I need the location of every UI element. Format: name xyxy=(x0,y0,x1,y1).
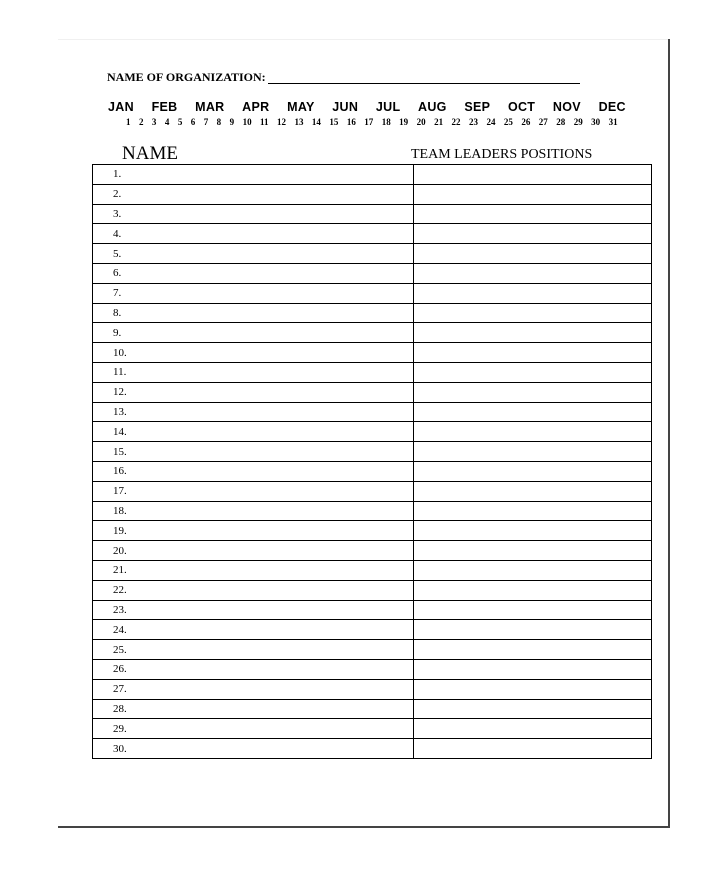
month-dec: DEC xyxy=(598,100,626,114)
name-cell[interactable]: 21. xyxy=(93,560,414,580)
day-25: 25 xyxy=(503,117,513,127)
month-apr: APR xyxy=(242,100,270,114)
table-row xyxy=(93,263,652,283)
position-cell[interactable] xyxy=(414,600,652,620)
table-row xyxy=(93,620,652,640)
table-row xyxy=(93,580,652,600)
name-cell[interactable]: 15. xyxy=(93,442,414,462)
name-cell[interactable]: 3. xyxy=(93,204,414,224)
day-17: 17 xyxy=(364,117,374,127)
month-aug: AUG xyxy=(418,100,447,114)
day-26: 26 xyxy=(521,117,531,127)
day-7: 7 xyxy=(203,117,209,127)
position-cell[interactable] xyxy=(414,343,652,363)
table-row xyxy=(93,184,652,204)
table-row xyxy=(93,283,652,303)
name-cell[interactable]: 26. xyxy=(93,659,414,679)
month-mar: MAR xyxy=(195,100,225,114)
position-cell[interactable] xyxy=(414,481,652,501)
month-jun: JUN xyxy=(332,100,359,114)
signup-table xyxy=(92,164,652,759)
day-row xyxy=(126,117,618,127)
position-cell[interactable] xyxy=(414,402,652,422)
table-row xyxy=(93,640,652,660)
name-column-header: NAME xyxy=(122,143,178,164)
day-10: 10 xyxy=(242,117,252,127)
day-3: 3 xyxy=(151,117,157,127)
organization-name-line[interactable] xyxy=(268,83,580,84)
name-cell[interactable]: 6. xyxy=(93,263,414,283)
day-12: 12 xyxy=(277,117,286,127)
name-cell[interactable]: 17. xyxy=(93,481,414,501)
position-cell[interactable] xyxy=(414,560,652,580)
name-cell[interactable]: 20. xyxy=(93,541,414,561)
position-cell[interactable] xyxy=(414,204,652,224)
day-19: 19 xyxy=(399,117,409,127)
position-cell[interactable] xyxy=(414,501,652,521)
day-27: 27 xyxy=(538,117,548,127)
name-cell[interactable]: 30. xyxy=(93,739,414,759)
name-cell[interactable]: 16. xyxy=(93,461,414,481)
position-cell[interactable] xyxy=(414,541,652,561)
day-2: 2 xyxy=(138,117,144,127)
table-row xyxy=(93,204,652,224)
day-23: 23 xyxy=(468,117,478,127)
table-row xyxy=(93,422,652,442)
organization-label: NAME OF ORGANIZATION: xyxy=(107,70,266,84)
table-row xyxy=(93,699,652,719)
position-cell[interactable] xyxy=(414,184,652,204)
position-cell[interactable] xyxy=(414,620,652,640)
page-top-edge xyxy=(58,39,670,40)
day-22: 22 xyxy=(451,117,461,127)
day-13: 13 xyxy=(294,117,304,127)
table-row xyxy=(93,244,652,264)
day-14: 14 xyxy=(311,117,321,127)
name-cell[interactable]: 28. xyxy=(93,699,414,719)
day-24: 24 xyxy=(486,117,496,127)
position-cell[interactable] xyxy=(414,659,652,679)
month-oct: OCT xyxy=(507,100,536,114)
name-cell[interactable]: 2. xyxy=(93,184,414,204)
day-11: 11 xyxy=(260,117,269,127)
name-cell[interactable]: 4. xyxy=(93,224,414,244)
name-cell[interactable]: 22. xyxy=(93,580,414,600)
day-30: 30 xyxy=(591,117,601,127)
table-row xyxy=(93,541,652,561)
table-row xyxy=(93,560,652,580)
day-5: 5 xyxy=(177,117,183,127)
position-cell[interactable] xyxy=(414,224,652,244)
month-jan: JAN xyxy=(108,100,134,114)
table-row xyxy=(93,481,652,501)
page-right-edge xyxy=(668,39,670,828)
position-cell[interactable] xyxy=(414,719,652,739)
table-row xyxy=(93,303,652,323)
position-cell[interactable] xyxy=(414,739,652,759)
name-cell[interactable]: 13. xyxy=(93,402,414,422)
table-row xyxy=(93,323,652,343)
table-row xyxy=(93,382,652,402)
position-cell[interactable] xyxy=(414,165,652,185)
position-cell[interactable] xyxy=(414,303,652,323)
position-cell[interactable] xyxy=(414,382,652,402)
name-cell[interactable]: 9. xyxy=(93,323,414,343)
position-cell[interactable] xyxy=(414,422,652,442)
position-cell[interactable] xyxy=(414,580,652,600)
position-cell[interactable] xyxy=(414,699,652,719)
day-16: 16 xyxy=(346,117,356,127)
position-cell[interactable] xyxy=(414,521,652,541)
table-row xyxy=(93,362,652,382)
table-row xyxy=(93,719,652,739)
name-cell[interactable]: 23. xyxy=(93,600,414,620)
table-row xyxy=(93,461,652,481)
position-cell[interactable] xyxy=(414,244,652,264)
position-cell[interactable] xyxy=(414,442,652,462)
table-row xyxy=(93,501,652,521)
day-15: 15 xyxy=(329,117,339,127)
month-sep: SEP xyxy=(464,100,491,114)
name-cell[interactable]: 8. xyxy=(93,303,414,323)
name-cell[interactable]: 7. xyxy=(93,283,414,303)
position-cell[interactable] xyxy=(414,640,652,660)
day-4: 4 xyxy=(164,117,170,127)
month-feb: FEB xyxy=(151,100,178,114)
name-cell[interactable]: 19. xyxy=(93,521,414,541)
name-cell[interactable]: 10. xyxy=(93,343,414,363)
table-row xyxy=(93,224,652,244)
name-cell[interactable]: 1. xyxy=(93,165,414,185)
day-20: 20 xyxy=(416,117,426,127)
name-cell[interactable]: 25. xyxy=(93,640,414,660)
table-row xyxy=(93,402,652,422)
table-row xyxy=(93,343,652,363)
name-cell[interactable]: 18. xyxy=(93,501,414,521)
table-row xyxy=(93,679,652,699)
month-jul: JUL xyxy=(375,100,401,114)
position-cell[interactable] xyxy=(414,461,652,481)
month-nov: NOV xyxy=(552,100,581,114)
team-leaders-column-header: TEAM LEADERS POSITIONS xyxy=(411,147,593,162)
name-cell[interactable]: 11. xyxy=(93,362,414,382)
table-row xyxy=(93,659,652,679)
day-9: 9 xyxy=(229,117,235,127)
name-cell[interactable]: 5. xyxy=(93,244,414,264)
day-6: 6 xyxy=(190,117,196,127)
position-cell[interactable] xyxy=(414,283,652,303)
name-cell[interactable]: 27. xyxy=(93,679,414,699)
day-1: 1 xyxy=(126,117,131,127)
month-may: MAY xyxy=(287,100,315,114)
name-cell[interactable]: 24. xyxy=(93,620,414,640)
position-cell[interactable] xyxy=(414,679,652,699)
table-row xyxy=(93,739,652,759)
day-8: 8 xyxy=(216,117,222,127)
position-cell[interactable] xyxy=(414,362,652,382)
name-cell[interactable]: 29. xyxy=(93,719,414,739)
table-row xyxy=(93,165,652,185)
table-row xyxy=(93,521,652,541)
table-row xyxy=(93,442,652,462)
position-cell[interactable] xyxy=(414,323,652,343)
page-bottom-edge xyxy=(58,826,670,828)
day-31: 31 xyxy=(608,117,618,127)
name-cell[interactable]: 14. xyxy=(93,422,414,442)
day-21: 21 xyxy=(434,117,444,127)
table-row xyxy=(93,600,652,620)
day-18: 18 xyxy=(381,117,391,127)
month-row xyxy=(108,100,626,114)
day-28: 28 xyxy=(556,117,566,127)
day-29: 29 xyxy=(573,117,583,127)
position-cell[interactable] xyxy=(414,263,652,283)
name-cell[interactable]: 12. xyxy=(93,382,414,402)
